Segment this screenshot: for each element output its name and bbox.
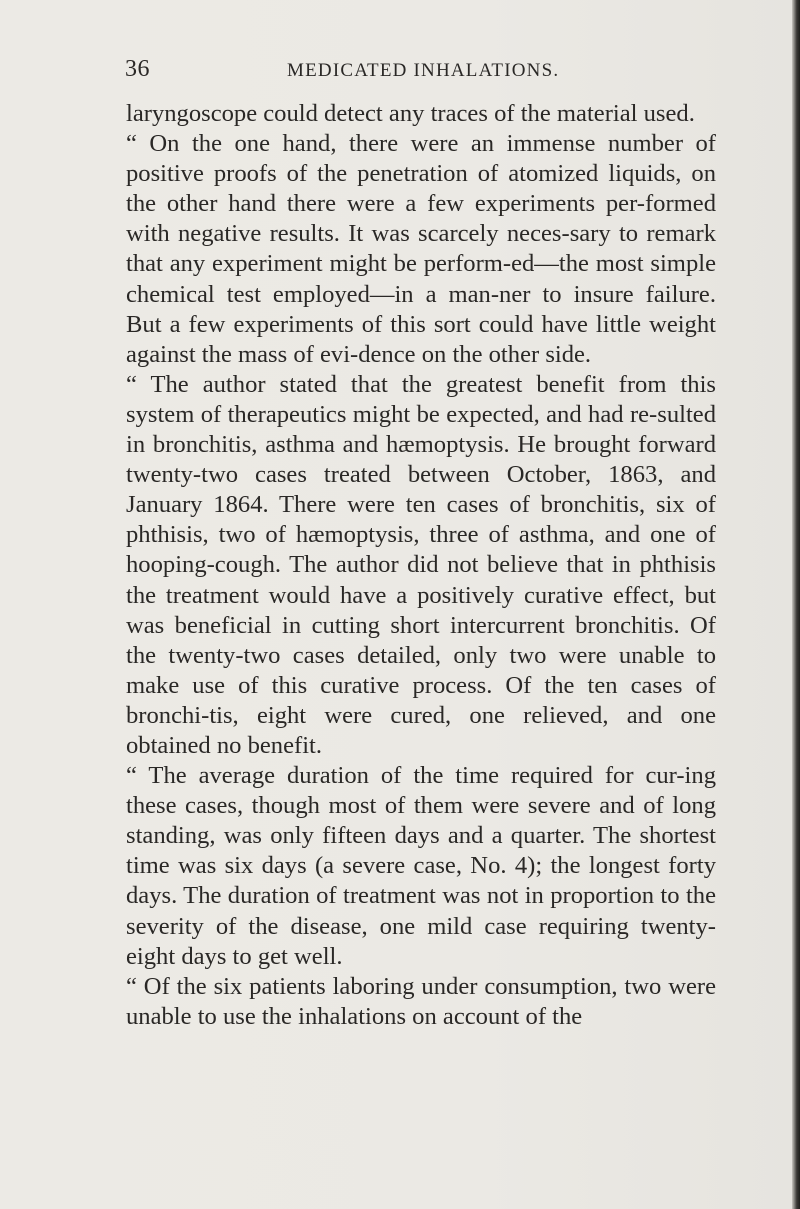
paragraph-1: laryngoscope could detect any traces of the material used. bbox=[126, 100, 695, 127]
running-head: MEDICATED INHALATIONS. bbox=[287, 60, 560, 81]
page-header bbox=[125, 56, 710, 86]
page-edge-shadow bbox=[792, 0, 800, 1209]
page-number: 36 bbox=[125, 56, 150, 82]
paragraph-3: “ The author stated that the greatest benefit from this system of therapeutics might be expected, and had re-sulted in bronchitis, asthma and hæmoptysis. He brought forward twenty-two cases treated between October, 1863, and January 1864. There were ten cases of bronchitis, six of phthisis, two of hæmoptysis, three of asthma, and one of hooping-cough. The author did not believe that in phthisis the treatment would have a positively curative effect, but was beneficial in cutting short intercurrent bronchitis. Of the twenty-two cases detailed, only two were unable to make use of this curative process. Of the ten cases of bronchi-tis, eight were cured, one relieved, and one obtained no benefit. bbox=[126, 370, 716, 759]
paragraph-4: “ The average duration of the time required for cur-ing these cases, though most of them were severe and of long standing, was only fifteen days and a quarter. The shortest time was six days (a severe case, No. 4); the longest forty days. The duration of treatment was not in proportion to the severity of the disease, one mild case requiring twenty-eight days to get well. bbox=[126, 762, 716, 970]
paragraph-2: “ On the one hand, there were an immense number of positive proofs of the penetration of atomized liquids, on the other hand there were a few experiments per-formed with negative results. It was scarcely neces-sary to remark that any experiment might be perform-ed—the most simple chemical test employed—in a man-ner to insure failure. But a few experiments of this sort could have little weight against the mass of evi-dence on the other side. bbox=[126, 130, 716, 368]
body-text bbox=[126, 99, 716, 1032]
paragraph-5: “ Of the six patients laboring under consumption, two were unable to use the inhalations on account of the bbox=[126, 972, 716, 1030]
